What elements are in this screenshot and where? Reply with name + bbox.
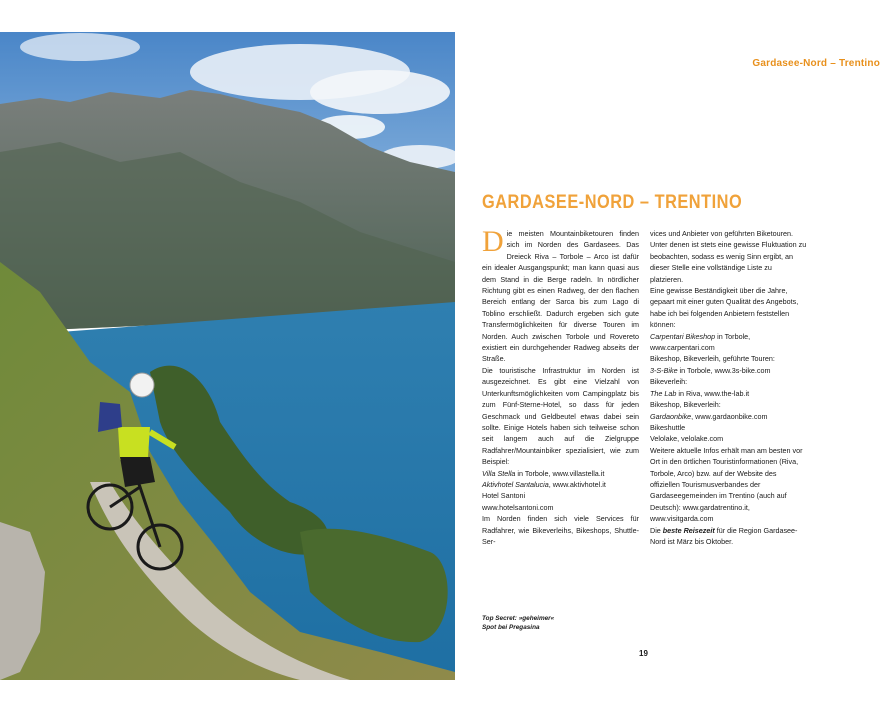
provider-entry: 3-S-Bike in Torbole, www.3s-bike.com <box>650 365 771 375</box>
paragraph: vices und Anbieter von geführten Biketouren. Unter denen ist stets eine gewisse Fluktuation zu beobachten, sodass es wenig Sinn ergibt, an dieser Stelle eine vollständige Liste zu platzieren. <box>650 229 807 284</box>
provider-entry: Velolake, velolake.com <box>650 434 724 444</box>
provider-url: www.carpentari.com <box>650 343 715 353</box>
provider-desc: Bikeshop, Bikeverleih, geführte Touren: <box>650 354 775 364</box>
paragraph: Die beste Reisezeit für die Region Gardasee-Nord ist März bis Oktober. <box>650 525 798 546</box>
chapter-title: GARDASEE-NORD – TRENTINO <box>482 192 743 213</box>
page-number: 19 <box>639 649 648 658</box>
paragraph: Die meisten Mountainbiketouren finden sich im Norden des Gardasees. Das Dreieck Riva – Torbole – Arco ist dafür ein idealer Ausgangspunkt; man kann quasi aus dem Stand in die Berge radeln. In nördlicher Richtung gibt es einen Radweg, der den flachen Bereich entlang der Sarca bis zum Lago di Toblino erschließt. Dadurch ergeben sich gute Transfermöglichkeiten für diverse Touren im Norden. Auch zwischen Torbole und Rovereto existiert ein durchgehender Radweg abseits der Straße. <box>482 225 639 364</box>
hotel-entry: Aktivhotel Santalucia, www.aktivhotel.it <box>482 479 606 489</box>
drop-cap: D <box>482 225 504 258</box>
hotel-entry: Villa Stella in Torbole, www.villastella.it <box>482 468 605 478</box>
mountain-bike-photo <box>0 32 455 680</box>
provider-desc: Bikeshuttle <box>650 422 686 432</box>
hotel-url: www.hotelsantoni.com <box>482 502 554 512</box>
paragraph: Eine gewisse Beständigkeit über die Jahre, gepaart mit einer guten Qualität des Angebots, habe ich bei folgenden Anbietern feststellen können: <box>650 286 799 330</box>
provider-entry: Gardaonbike, www.gardaonbike.com <box>650 411 768 421</box>
text-column-2 <box>650 228 807 547</box>
hotel-entry: Hotel Santoni <box>482 491 526 501</box>
paragraph: Die touristische Infrastruktur im Norden ist ausgezeichnet. Es gibt eine Vielzahl von Unterkunftsmöglichkeiten vom Campingplatz bis zum Fünf-Sterne-Hotel, so dass für jeden Geschmack und Geldbeutel etwas dabei sein sollte. Einige Hotels haben sich teilweise schon seit langem auch auf die Zielgruppe Radfahrer/Mountainbiker spezialisiert, wie zum Beispiel: <box>482 365 639 467</box>
text-column-1 <box>482 225 639 547</box>
photo-caption: Top Secret: »geheimer« Spot bei Pregasina <box>482 615 555 631</box>
text-page <box>455 32 890 680</box>
provider-desc: Bikeverleih: <box>650 377 688 387</box>
paragraph: Im Norden finden sich viele Services für Radfahrer, wie Bikeverleihs, Bikeshops, Shuttle-Ser- <box>482 514 639 546</box>
provider-entry: The Lab in Riva, www.the-lab.it <box>650 388 750 398</box>
paragraph: Weitere aktuelle Infos erhält man am besten vor Ort in den örtlichen Touristinformationen (Riva, Torbole, Arco) bzw. auf der Website des offiziellen Tourismusverbandes der Gardaseegemeinden im Trentino (auch auf Deutsch): www.gardatrentino.it, www.visitgarda.com <box>650 445 803 524</box>
provider-entry: Carpentari Bikeshop in Torbole, <box>650 331 751 341</box>
provider-desc: Bikeshop, Bikeverleih: <box>650 400 721 410</box>
running-head: Gardasee-Nord – Trentino <box>752 58 880 69</box>
